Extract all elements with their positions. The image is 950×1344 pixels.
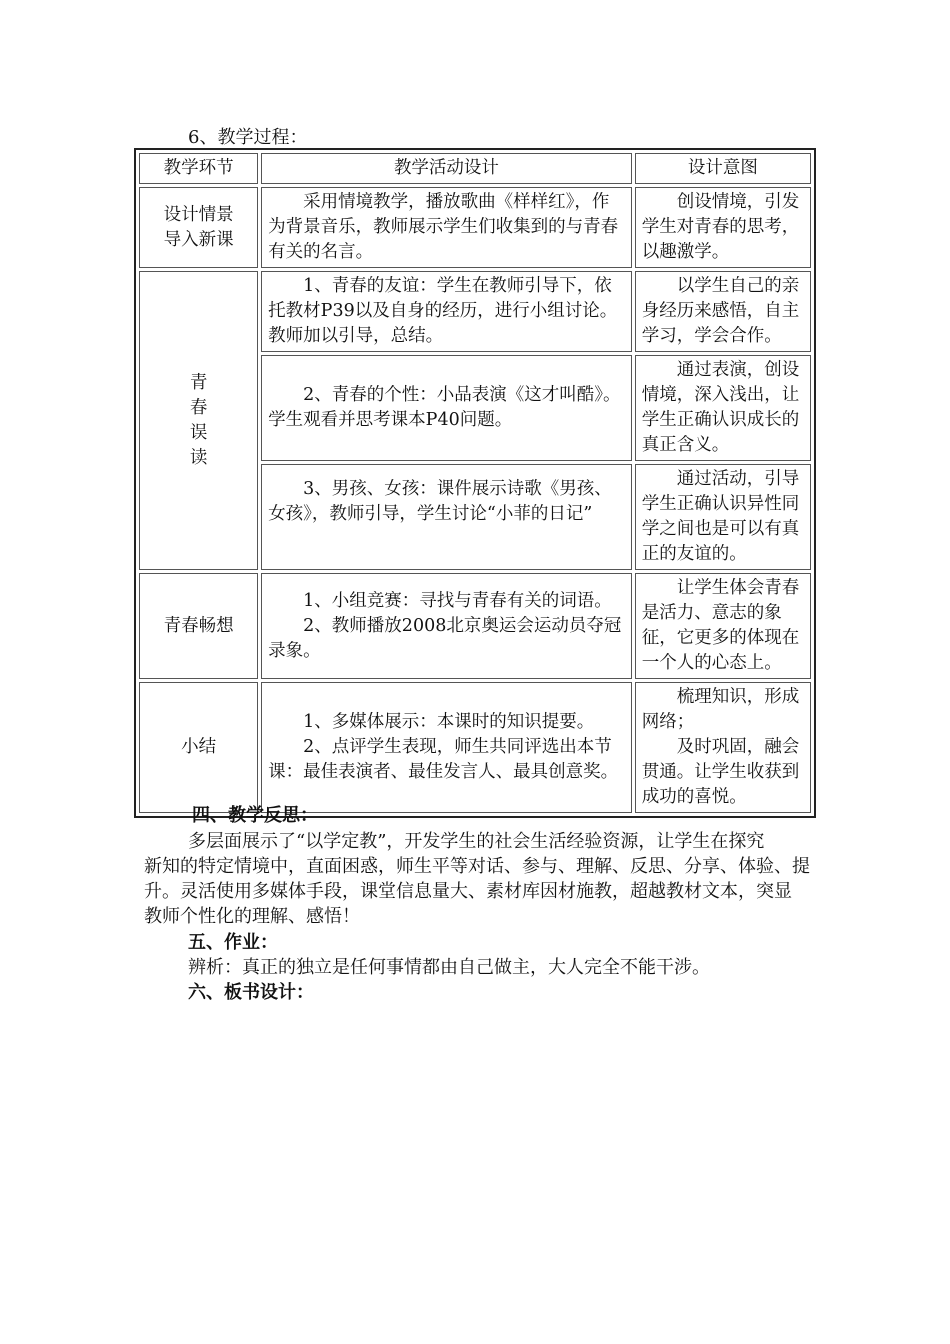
table-row bbox=[139, 573, 811, 679]
reflection-line: 升。灵活使用多媒体手段，课堂信息量大、素材库因材施教，超越教材文本，突显 bbox=[144, 881, 792, 902]
stage-line: 设计情景 bbox=[163, 204, 234, 225]
intent-cell bbox=[635, 682, 811, 813]
header-activity: 教学活动设计 bbox=[261, 153, 632, 184]
activity-cell: 1、青春的友谊：学生在教师引导下，依托教材P39以及自身的经历，进行小组讨论。教师加以引导，总结。 bbox=[261, 271, 632, 352]
stage-char: 误 bbox=[189, 422, 208, 443]
intent-cell: 创设情境，引发学生对青春的思考，以趣激学。 bbox=[635, 187, 811, 268]
header-intent: 设计意图 bbox=[635, 153, 811, 184]
homework-text: 辨析：真正的独立是任何事情都由自己做主，大人完全不能干涉。 bbox=[188, 957, 710, 978]
activity-cell: 采用情境教学，播放歌曲《样样红》，作为背景音乐，教师展示学生们收集到的与青春有关的名言。 bbox=[261, 187, 632, 268]
activity-cell: 3、男孩、女孩：课件展示诗歌《男孩、女孩》，教师引导，学生讨论“小菲的日记” bbox=[261, 464, 632, 570]
table-row bbox=[139, 271, 811, 352]
table-row bbox=[139, 682, 811, 813]
header-stage: 教学环节 bbox=[139, 153, 258, 184]
stage-char: 春 bbox=[189, 397, 208, 418]
stage-cell: 小结 bbox=[139, 682, 258, 813]
activity-cell: 2、青春的个性：小品表演《这才叫酷》。学生观看并思考课本P40问题。 bbox=[261, 355, 632, 461]
section-title: 6、教学过程： bbox=[188, 127, 308, 148]
activity-cell bbox=[261, 682, 632, 813]
reflection-line: 多层面展示了“以学定教”，开发学生的社会生活经验资源，让学生在探究 bbox=[188, 831, 765, 852]
activity-line: 2、点评学生表现，师生共同评选出本节课：最佳表演者、最佳发言人、最具创意奖。 bbox=[268, 737, 619, 782]
stage-cell: 青春畅想 bbox=[139, 573, 258, 679]
teaching-process-table bbox=[134, 148, 816, 818]
intent-line: 梳理知识，形成网络； bbox=[641, 687, 800, 732]
stage-char: 青 bbox=[189, 372, 208, 393]
activity-cell bbox=[261, 573, 632, 679]
intent-line: 及时巩固，融会贯通。让学生收获到成功的喜悦。 bbox=[641, 737, 800, 807]
reflection-line: 新知的特定情境中，直面困惑，师生平等对话、参与、理解、反思、分享、体验、提 bbox=[144, 856, 810, 877]
reflection-title: 四、教学反思： bbox=[192, 805, 318, 826]
activity-line: 1、多媒体展示：本课时的知识提要。 bbox=[303, 712, 595, 732]
reflection-line: 教师个性化的理解、感悟！ bbox=[144, 906, 360, 927]
stage-cell-vertical bbox=[139, 271, 258, 570]
intent-cell: 以学生自己的亲身经历来感悟，自主学习，学会合作。 bbox=[635, 271, 811, 352]
activity-line: 1、小组竞赛：寻找与青春有关的词语。 bbox=[303, 590, 612, 611]
intent-cell: 让学生体会青春是活力、意志的象征，它更多的体现在一个人的心态上。 bbox=[635, 573, 811, 679]
homework-title: 五、作业： bbox=[188, 932, 278, 953]
intent-cell: 通过活动，引导学生正确认识异性同学之间也是可以有真正的友谊的。 bbox=[635, 464, 811, 570]
intent-cell: 通过表演，创设情境，深入浅出，让学生正确认识成长的真正含义。 bbox=[635, 355, 811, 461]
table-header-row bbox=[139, 153, 811, 184]
table-row bbox=[139, 187, 811, 268]
stage-char: 读 bbox=[189, 447, 208, 468]
board-design-title: 六、板书设计： bbox=[188, 982, 314, 1003]
stage-cell bbox=[139, 187, 258, 268]
stage-line: 导入新课 bbox=[163, 229, 234, 250]
activity-line: 2、教师播放2008北京奥运会运动员夺冠录象。 bbox=[268, 615, 622, 661]
